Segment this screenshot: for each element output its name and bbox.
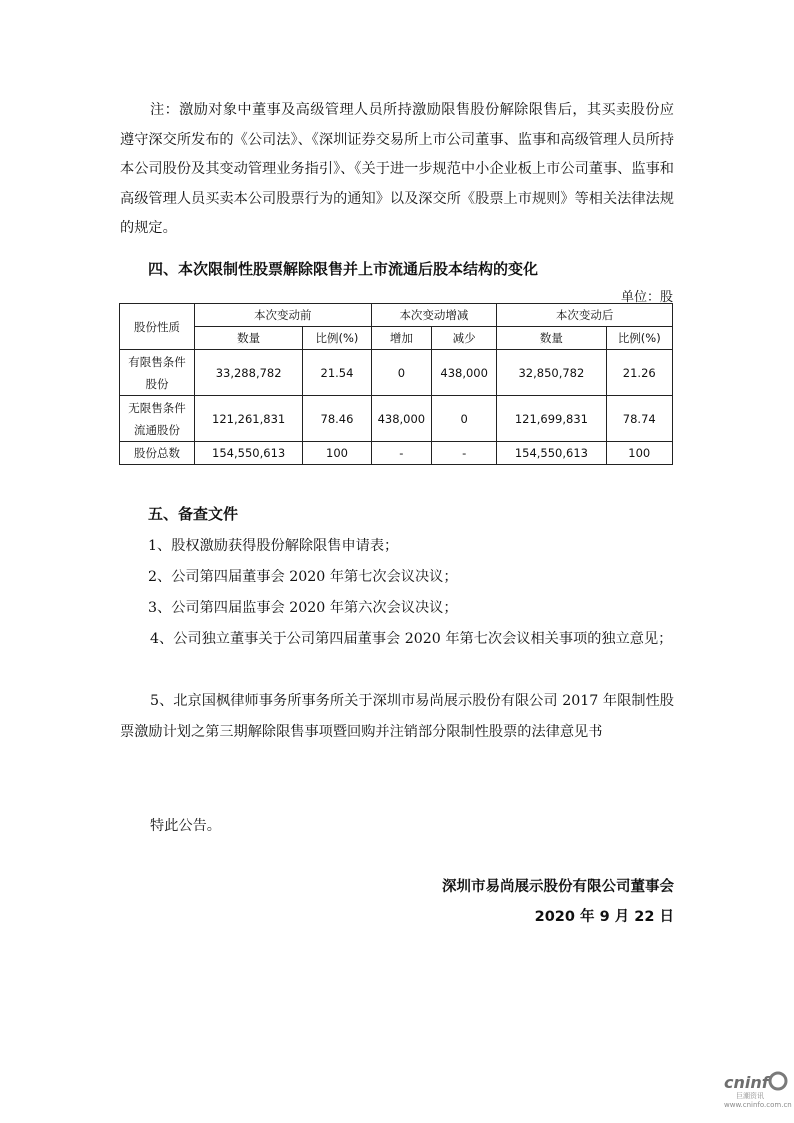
cell-dec: - xyxy=(432,442,497,465)
closing-text: 特此公告。 xyxy=(150,818,221,834)
cell-qty-after: 121,699,831 xyxy=(497,396,606,442)
section4-heading: 四、本次限制性股票解除限售并上市流通后股本结构的变化 xyxy=(148,260,539,278)
header-nature: 股份性质 xyxy=(120,304,195,350)
header-change: 本次变动增减 xyxy=(371,304,497,327)
reference-item-4: 4、公司独立董事关于公司第四届董事会 2020 年第七次会议相关事项的独立意见； xyxy=(150,631,673,647)
note-rest: 股份应遵守深交所发布的《公司法》、《深圳证券交易所上市公司董事、监事和高级管理人员所持本公司股份及其变动管理业务指引》、《关于进一步规范中小企业板上市公司董事、监事和高级管理人员买卖本公司股票行为的通知》以及深交所《股票上市规则》等相关法律法规的规定。 xyxy=(120,102,674,236)
section5-heading: 五、备查文件 xyxy=(148,505,239,523)
cell-dec: 438,000 xyxy=(432,350,497,396)
share-structure-table xyxy=(119,303,673,465)
reference-item-5: 5、北京国枫律师事务所事务所关于深圳市易尚展示股份有限公司 2017 年限制性股票激励计划之第三期解除限售事项暨回购并注销部分限制性股票的法律意见书 xyxy=(120,693,674,740)
cell-qty-after: 154,550,613 xyxy=(497,442,606,465)
row-label: 无限售条件 流通股份 xyxy=(120,396,195,442)
table-row xyxy=(120,442,673,465)
cell-qty-before: 121,261,831 xyxy=(194,396,302,442)
cninfo-logo xyxy=(724,1068,794,1110)
subheader-inc: 增加 xyxy=(371,327,431,350)
subheader-dec: 减少 xyxy=(432,327,497,350)
cell-ratio-before: 78.46 xyxy=(303,396,371,442)
cell-inc: 0 xyxy=(371,350,431,396)
subheader-qty-before: 数量 xyxy=(194,327,302,350)
logo-url: www.cninfo.com.cn xyxy=(724,1101,792,1109)
cell-ratio-after: 78.74 xyxy=(606,396,672,442)
subheader-ratio-before: 比例(%) xyxy=(303,327,371,350)
row-label: 股份总数 xyxy=(120,442,195,465)
logo-sub: 巨潮资讯 xyxy=(736,1092,764,1100)
cell-dec: 0 xyxy=(432,396,497,442)
cell-ratio-after: 21.26 xyxy=(606,350,672,396)
note-first-line: 注：激励对象中董事及高级管理人员所持激励限售股份解除限售后，其买卖 xyxy=(150,102,631,118)
cell-inc: 438,000 xyxy=(371,396,431,442)
table-row xyxy=(120,396,673,442)
subheader-qty-after: 数量 xyxy=(497,327,606,350)
table-header-row xyxy=(120,304,673,327)
logo-swirl-icon xyxy=(770,1073,786,1089)
logo-brand: cninf xyxy=(724,1073,769,1092)
cell-qty-after: 32,850,782 xyxy=(497,350,606,396)
subheader-ratio-after: 比例(%) xyxy=(606,327,672,350)
cell-ratio-after: 100 xyxy=(606,442,672,465)
reference-item-3: 3、公司第四届监事会 2020 年第六次会议决议； xyxy=(148,600,458,616)
table-row xyxy=(120,350,673,396)
reference-item-2: 2、公司第四届董事会 2020 年第七次会议决议； xyxy=(148,569,458,585)
signature-date: 2020 年 9 月 22 日 xyxy=(534,909,674,925)
cell-inc: - xyxy=(371,442,431,465)
cell-qty-before: 154,550,613 xyxy=(194,442,302,465)
table-subheader-row xyxy=(120,327,673,350)
header-before: 本次变动前 xyxy=(194,304,371,327)
cell-ratio-before: 100 xyxy=(303,442,371,465)
cell-ratio-before: 21.54 xyxy=(303,350,371,396)
signature-company: 深圳市易尚展示股份有限公司董事会 xyxy=(442,879,674,895)
reference-item-1: 1、股权激励获得股份解除限售申请表； xyxy=(148,538,399,554)
unit-label: 单位：股 xyxy=(620,290,673,305)
cell-qty-before: 33,288,782 xyxy=(194,350,302,396)
header-after: 本次变动后 xyxy=(497,304,673,327)
row-label: 有限售条件 股份 xyxy=(120,350,195,396)
note-paragraph xyxy=(120,96,674,244)
